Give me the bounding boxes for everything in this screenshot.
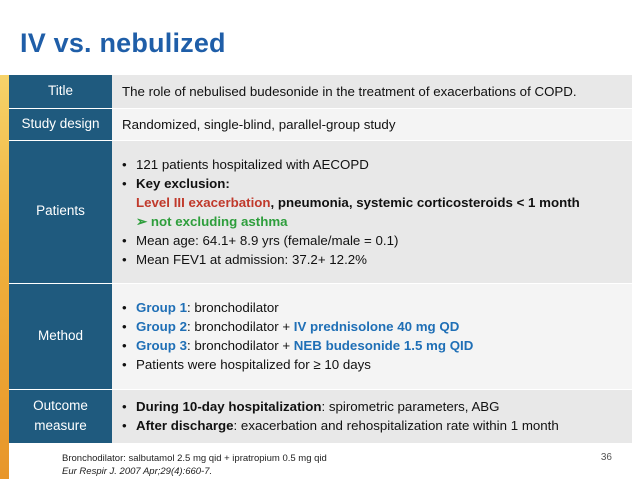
footnote-reference: Eur Respir J. 2007 Apr;29(4):660-7. <box>62 466 213 477</box>
outcome-content <box>112 389 632 443</box>
row-label-title: Title <box>9 75 112 108</box>
row-label-patients: Patients <box>9 140 112 283</box>
patients-bullet-age: • Mean age: 64.1+ 8.9 yrs (female/male = 0.1) <box>122 231 624 250</box>
study-title-text: The role of nebulised budesonide in the treatment of exacerbations of COPD. <box>112 75 632 108</box>
method-content <box>112 283 632 389</box>
slide-title: IV vs. nebulized <box>20 28 226 58</box>
patients-content <box>112 140 632 283</box>
table-row-outcome <box>9 389 632 443</box>
left-accent-bar <box>0 75 9 479</box>
patients-bullet-exclusion: • Key exclusion: <box>122 174 624 193</box>
patients-bullet-count: • 121 patients hospitalized with AECOPD <box>122 155 624 174</box>
table-row-method <box>9 283 632 389</box>
method-group-3: • Group 3: bronchodilator + NEB budesonide 1.5 mg QID <box>122 336 624 355</box>
row-label-method: Method <box>9 283 112 389</box>
outcome-discharge: • After discharge: exacerbation and rehospitalization rate within 1 month <box>122 416 624 435</box>
row-label-design: Study design <box>9 108 112 140</box>
row-label-outcome: Outcome measure <box>9 389 112 443</box>
table-row-title <box>9 75 632 108</box>
study-design-text: Randomized, single-blind, parallel-group study <box>112 108 632 140</box>
page-number: 36 <box>600 452 612 463</box>
outcome-hospitalization: • During 10-day hospitalization: spirometric parameters, ABG <box>122 397 624 416</box>
method-group-1: • Group 1: bronchodilator <box>122 298 624 317</box>
table-row-patients <box>9 140 632 283</box>
patients-bullet-fev1: • Mean FEV1 at admission: 37.2+ 12.2% <box>122 250 624 269</box>
method-hospitalization: • Patients were hospitalized for ≥ 10 days <box>122 355 624 374</box>
patients-exclusion-detail: Level III exacerbation, pneumonia, systemic corticosteroids < 1 month <box>136 194 580 210</box>
arrow-icon: ➢ <box>136 213 148 229</box>
method-group-2: • Group 2: bronchodilator + IV prednisolone 40 mg QD <box>122 317 624 336</box>
footnote-bronchodilator: Bronchodilator: salbutamol 2.5 mg qid + ipratropium 0.5 mg qid <box>62 453 327 464</box>
study-summary-table <box>9 75 632 444</box>
table-row-design <box>9 108 632 140</box>
footnote <box>62 452 327 478</box>
patients-asthma-note: ➢ not excluding asthma <box>136 213 288 229</box>
